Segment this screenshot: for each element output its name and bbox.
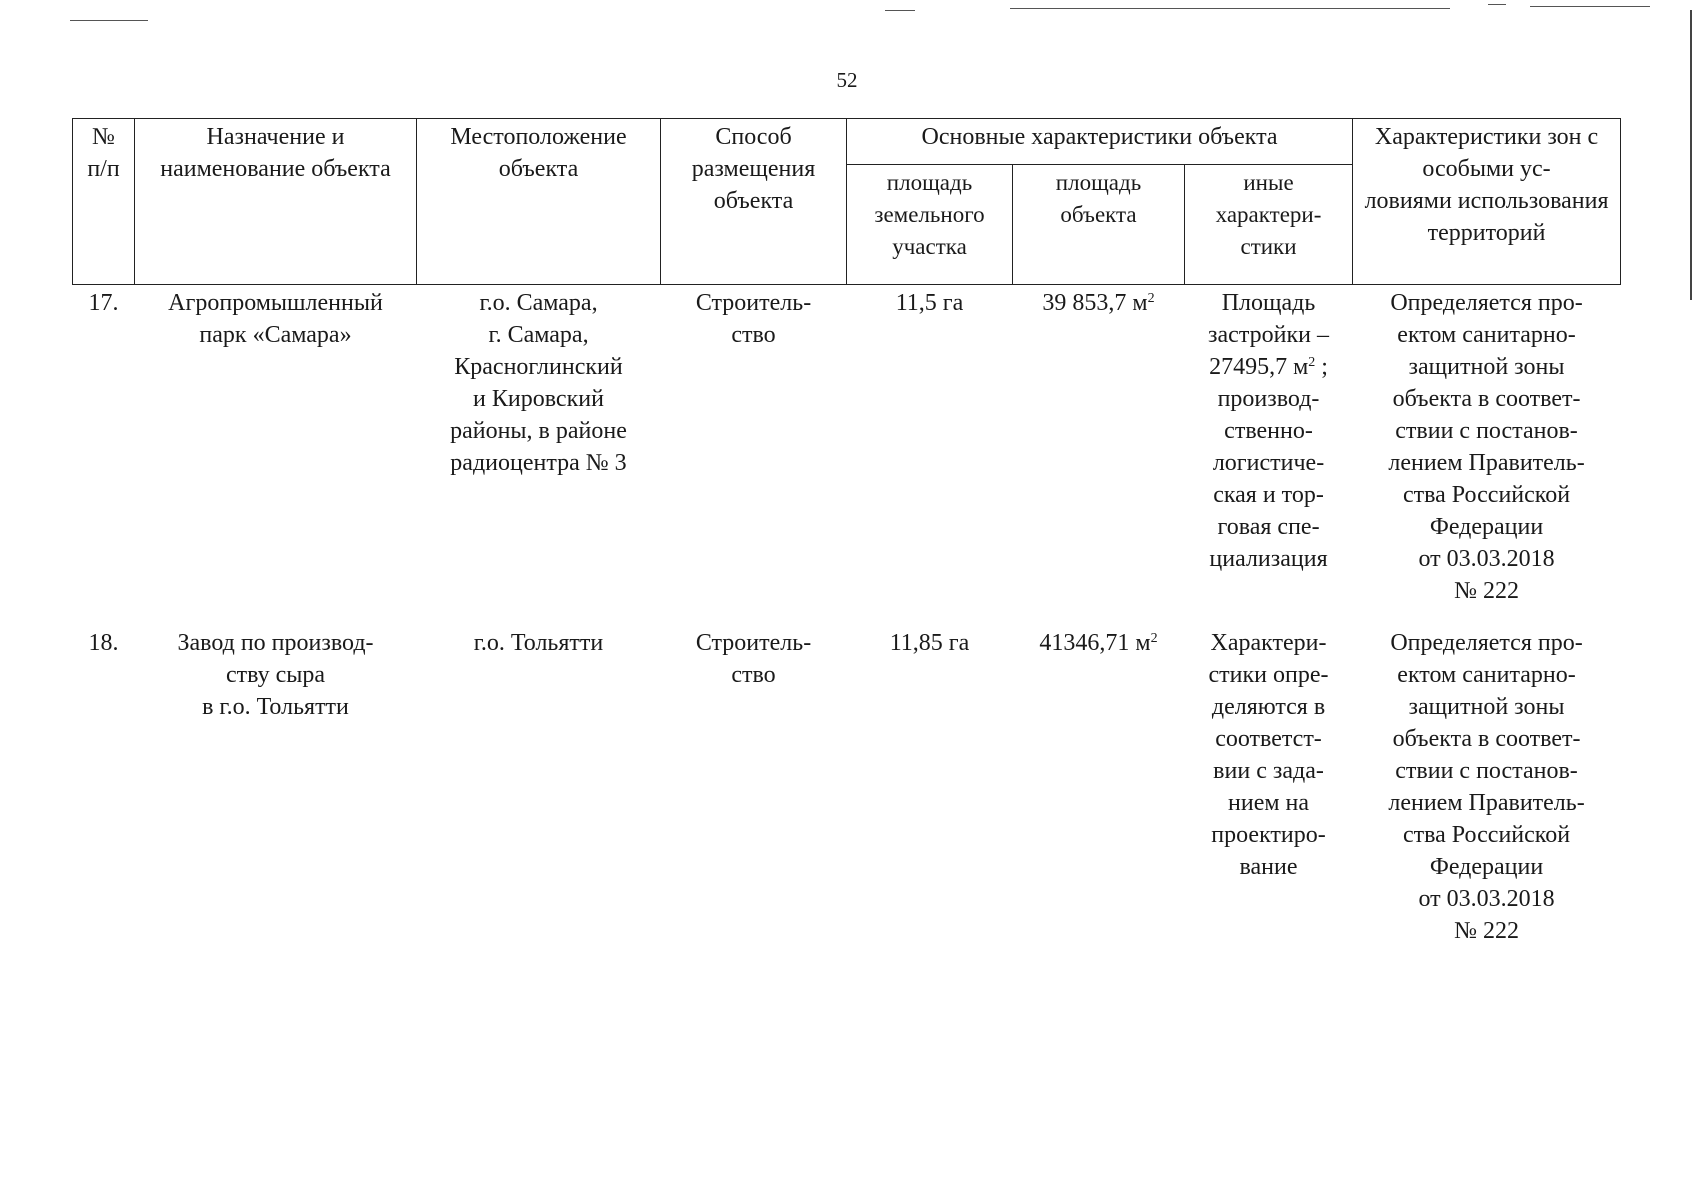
header-zones: Характеристики зон с особыми ус- ловиями использования территорий [1353,119,1621,285]
objects-table [72,118,1621,953]
object-area-value: 39 853,7 м [1042,290,1148,316]
cell-other: Характери- стики опре- деляются в соответст- вии с зада- нием на проектиро- вание [1208,630,1329,880]
scan-artifact-line [70,20,148,21]
cell-placement: Строитель- ство [695,630,812,688]
header-name: Назначение и наименование объекта [135,119,417,285]
cell-object-area [1013,285,1185,614]
cell-land-area: 11,85 га [889,630,970,656]
scan-artifact-line [1488,4,1506,5]
scan-artifact-line [885,10,915,11]
cell-object-area [1013,613,1185,953]
page-number: 52 [836,68,858,92]
object-area-value: 41346,71 м [1039,630,1151,656]
table-row [73,285,1621,614]
header-main-characteristics: Основные характеристики объекта [847,119,1353,165]
header-object-area: площадь объекта [1013,165,1185,285]
other-unit-sup: 2 [1308,355,1316,370]
other-text-part1: Площадь застройки – 27495,7 м [1208,290,1329,380]
cell-number: 17. [88,290,119,316]
cell-zones: Определяется про- ектом санитарно- защитной зоны объекта в соответ- ствии с постанов- лением Правитель- ства Российской Федерации от 03.03.2018 № 222 [1388,630,1585,944]
scan-artifact-line [1530,6,1650,7]
cell-number: 18. [88,630,119,656]
cell-placement: Строитель- ство [695,290,812,348]
header-placement: Способ размещения объекта [661,119,847,285]
cell-name: Агропромышленный парк «Самара» [168,290,383,348]
cell-location: г.о. Самара, г. Самара, Красноглинский и Кировский районы, в районе радиоцентра № 3 [450,290,627,476]
table-row [73,613,1621,953]
other-text-part2: ; производ- ственно- логистиче- ская и тор- говая спе- циализация [1209,354,1328,572]
cell-other [1185,285,1353,614]
header-other: иные характери- стики [1185,165,1353,285]
header-number: № п/п [73,119,135,285]
object-area-unit-sup: 2 [1150,631,1158,646]
cell-zones: Определяется про- ектом санитарно- защитной зоны объекта в соответ- ствии с постанов- лением Правитель- ства Российской Федерации от 03.03.2018 № 222 [1388,290,1585,604]
scan-artifact-line [1010,8,1450,9]
scan-artifact-edge [1690,10,1692,300]
cell-name: Завод по производ- ству сыра в г.о. Тольятти [177,630,374,720]
cell-location: г.о. Тольятти [473,630,604,656]
object-area-unit-sup: 2 [1147,291,1155,306]
header-land-area: площадь земельного участка [847,165,1013,285]
header-location: Местоположение объекта [417,119,661,285]
cell-land-area: 11,5 га [895,290,964,316]
